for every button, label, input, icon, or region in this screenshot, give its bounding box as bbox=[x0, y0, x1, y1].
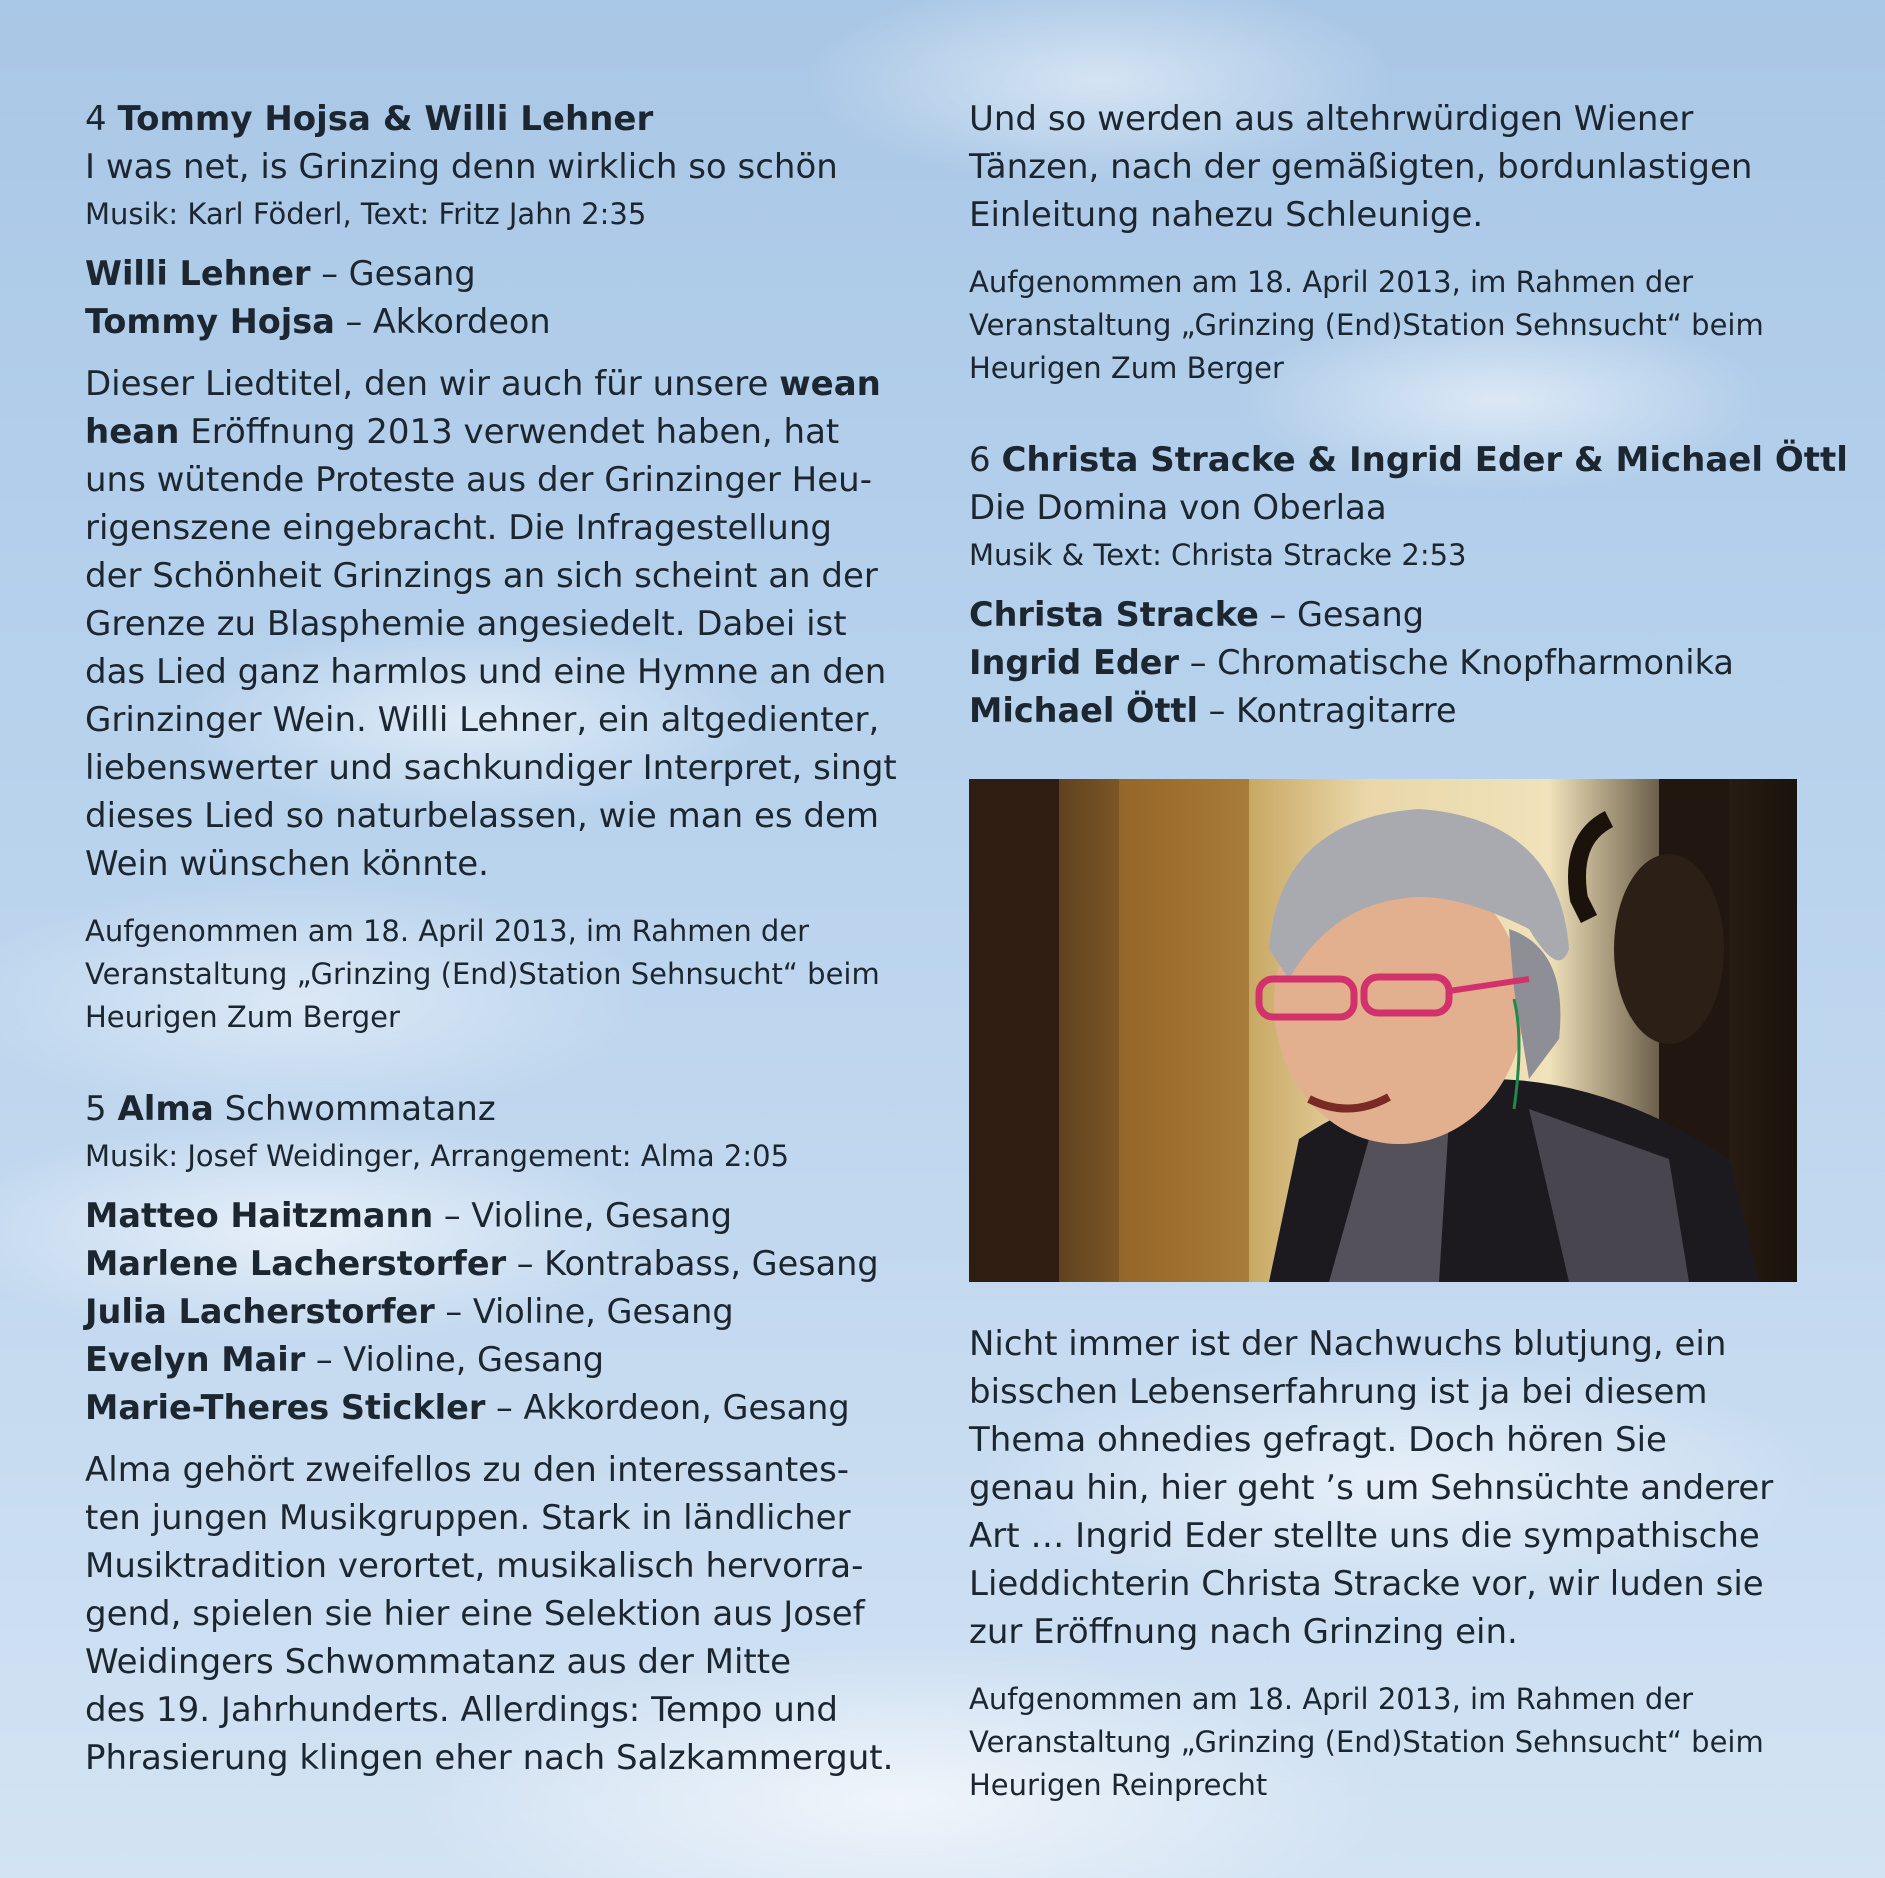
bold-text: hean bbox=[85, 412, 180, 452]
body-line: gend, spielen sie hier eine Selektion aus Josef bbox=[85, 1594, 865, 1634]
body-line: liebenswerter und sachkundiger Interpret, singt bbox=[85, 748, 897, 788]
track-6-meta: Musik & Text: Christa Stracke 2:53 bbox=[969, 538, 1467, 572]
body-line: Thema ohnedies gefragt. Doch hören Sie bbox=[969, 1420, 1667, 1460]
credit-line bbox=[969, 591, 1809, 639]
body-line: Musiktradition verortet, musikalisch hervorra- bbox=[85, 1546, 864, 1586]
right-column bbox=[969, 95, 1848, 1807]
body-line: Alma gehört zweifellos zu den interessantes- bbox=[85, 1450, 850, 1490]
track-4-heading bbox=[85, 95, 915, 143]
recording-line: Veranstaltung „Grinzing (End)Station Sehnsucht“ beim bbox=[969, 1725, 1764, 1759]
text: Dieser Liedtitel, den wir auch für unsere bbox=[85, 364, 780, 404]
credit-line bbox=[85, 1336, 915, 1384]
credit-role: – Akkordeon bbox=[334, 302, 551, 341]
body-line: Grinzinger Wein. Willi Lehner, ein altgedienter, bbox=[85, 700, 880, 740]
credit-name: Marlene Lacherstorfer bbox=[85, 1244, 507, 1283]
track-5-continued bbox=[969, 95, 1809, 239]
track-5 bbox=[85, 1085, 915, 1782]
recording-line: Aufgenommen am 18. April 2013, im Rahmen der bbox=[969, 1682, 1694, 1716]
body-line: ten jungen Musikgruppen. Stark in ländlicher bbox=[85, 1498, 851, 1538]
track-5-recording-note bbox=[969, 261, 1809, 390]
credit-role: – Kontragitarre bbox=[1198, 691, 1457, 730]
track-5-credits bbox=[85, 1192, 915, 1432]
track-number: 5 bbox=[85, 1089, 107, 1129]
body-line bbox=[85, 360, 915, 408]
performer-photo bbox=[969, 779, 1797, 1282]
body-line bbox=[85, 408, 915, 456]
body-line: Einleitung nahezu Schleunige. bbox=[969, 195, 1484, 235]
credit-role: – Violine, Gesang bbox=[305, 1340, 605, 1379]
credit-line bbox=[85, 1240, 915, 1288]
credit-role: – Gesang bbox=[310, 254, 476, 293]
body-line: Art … Ingrid Eder stellte uns die sympathische bbox=[969, 1516, 1760, 1556]
track-6-credits bbox=[969, 591, 1809, 735]
body-line: dieses Lied so naturbelassen, wie man es dem bbox=[85, 796, 880, 836]
recording-line: Veranstaltung „Grinzing (End)Station Sehnsucht“ beim bbox=[85, 957, 880, 991]
recording-line: Heurigen Zum Berger bbox=[969, 351, 1284, 385]
left-column bbox=[85, 95, 915, 1782]
track-4-title: I was net, is Grinzing denn wirklich so schön bbox=[85, 147, 838, 187]
body-line: bisschen Lebenserfahrung ist ja bei diesem bbox=[969, 1372, 1708, 1412]
track-4-description bbox=[85, 360, 915, 888]
track-artists: Tommy Hojsa & Willi Lehner bbox=[117, 99, 654, 139]
body-line: Tänzen, nach der gemäßigten, bordunlastigen bbox=[969, 147, 1753, 187]
track-5-meta: Musik: Josef Weidinger, Arrangement: Alma 2:05 bbox=[85, 1139, 790, 1173]
credit-name: Julia Lacherstorfer bbox=[85, 1292, 435, 1331]
body-line: Nicht immer ist der Nachwuchs blutjung, ein bbox=[969, 1324, 1727, 1364]
photo-illustration bbox=[969, 779, 1797, 1282]
recording-line: Heurigen Zum Berger bbox=[85, 1000, 400, 1034]
track-title: Schwommatanz bbox=[213, 1089, 496, 1129]
credit-name: Christa Stracke bbox=[969, 595, 1259, 634]
credit-name: Marie-Theres Stickler bbox=[85, 1388, 486, 1427]
body-line: Grenze zu Blasphemie angesiedelt. Dabei ist bbox=[85, 604, 847, 644]
body-line: Und so werden aus altehrwürdigen Wiener bbox=[969, 99, 1694, 139]
track-number: 6 bbox=[969, 440, 991, 480]
body-line: Lieddichterin Christa Stracke vor, wir luden sie bbox=[969, 1564, 1764, 1604]
credit-line bbox=[85, 298, 915, 346]
track-artists: Alma bbox=[117, 1089, 214, 1129]
credit-role: – Violine, Gesang bbox=[433, 1196, 733, 1235]
credit-name: Ingrid Eder bbox=[969, 643, 1180, 682]
track-5-heading bbox=[85, 1085, 915, 1133]
track-6-description bbox=[969, 1320, 1809, 1656]
track-5-description bbox=[85, 1446, 915, 1782]
body-line: Phrasierung klingen eher nach Salzkammergut. bbox=[85, 1738, 894, 1778]
credit-line bbox=[969, 639, 1809, 687]
track-4-meta: Musik: Karl Föderl, Text: Fritz Jahn 2:35 bbox=[85, 197, 647, 231]
body-line: genau hin, hier geht ’s um Sehnsüchte anderer bbox=[969, 1468, 1774, 1508]
body-line: das Lied ganz harmlos und eine Hymne an den bbox=[85, 652, 887, 692]
credit-name: Tommy Hojsa bbox=[85, 302, 335, 341]
track-artists: Christa Stracke & Ingrid Eder & Michael Öttl bbox=[1001, 440, 1848, 480]
track-6-recording-note bbox=[969, 1678, 1809, 1807]
recording-line: Aufgenommen am 18. April 2013, im Rahmen der bbox=[969, 265, 1694, 299]
credit-name: Willi Lehner bbox=[85, 254, 311, 293]
credit-role: – Akkordeon, Gesang bbox=[485, 1388, 850, 1427]
body-line: der Schönheit Grinzings an sich scheint an der bbox=[85, 556, 878, 596]
credit-role: – Gesang bbox=[1258, 595, 1424, 634]
credit-role: – Violine, Gesang bbox=[434, 1292, 734, 1331]
track-number: 4 bbox=[85, 99, 107, 139]
recording-line: Aufgenommen am 18. April 2013, im Rahmen der bbox=[85, 914, 810, 948]
credit-line bbox=[85, 1288, 915, 1336]
body-line: des 19. Jahrhunderts. Allerdings: Tempo und bbox=[85, 1690, 838, 1730]
body-line: Weidingers Schwommatanz aus der Mitte bbox=[85, 1642, 791, 1682]
credit-name: Evelyn Mair bbox=[85, 1340, 306, 1379]
credit-line bbox=[85, 250, 915, 298]
body-line: uns wütende Proteste aus der Grinzinger Heu- bbox=[85, 460, 872, 500]
credit-role: – Chromatische Knopfharmonika bbox=[1179, 643, 1734, 682]
bold-text: wean bbox=[779, 364, 881, 404]
recording-line: Veranstaltung „Grinzing (End)Station Sehnsucht“ beim bbox=[969, 308, 1764, 342]
credit-line bbox=[969, 687, 1809, 735]
recording-line: Heurigen Reinprecht bbox=[969, 1768, 1268, 1802]
body-line: rigenszene eingebracht. Die Infragestellung bbox=[85, 508, 832, 548]
body-line: zur Eröffnung nach Grinzing ein. bbox=[969, 1612, 1518, 1652]
credit-line bbox=[85, 1192, 915, 1240]
credit-role: – Kontrabass, Gesang bbox=[506, 1244, 879, 1283]
text: Eröffnung 2013 verwendet haben, hat bbox=[179, 412, 840, 452]
track-4-credits bbox=[85, 250, 915, 346]
body-line: Wein wünschen könnte. bbox=[85, 844, 489, 884]
track-6-heading bbox=[969, 436, 1848, 484]
track-4-recording-note bbox=[85, 910, 915, 1039]
credit-line bbox=[85, 1384, 915, 1432]
track-6-title: Die Domina von Oberlaa bbox=[969, 488, 1387, 528]
track-6 bbox=[969, 436, 1848, 1807]
track-4 bbox=[85, 95, 915, 1039]
credit-name: Matteo Haitzmann bbox=[85, 1196, 434, 1235]
credit-name: Michael Öttl bbox=[969, 691, 1198, 730]
